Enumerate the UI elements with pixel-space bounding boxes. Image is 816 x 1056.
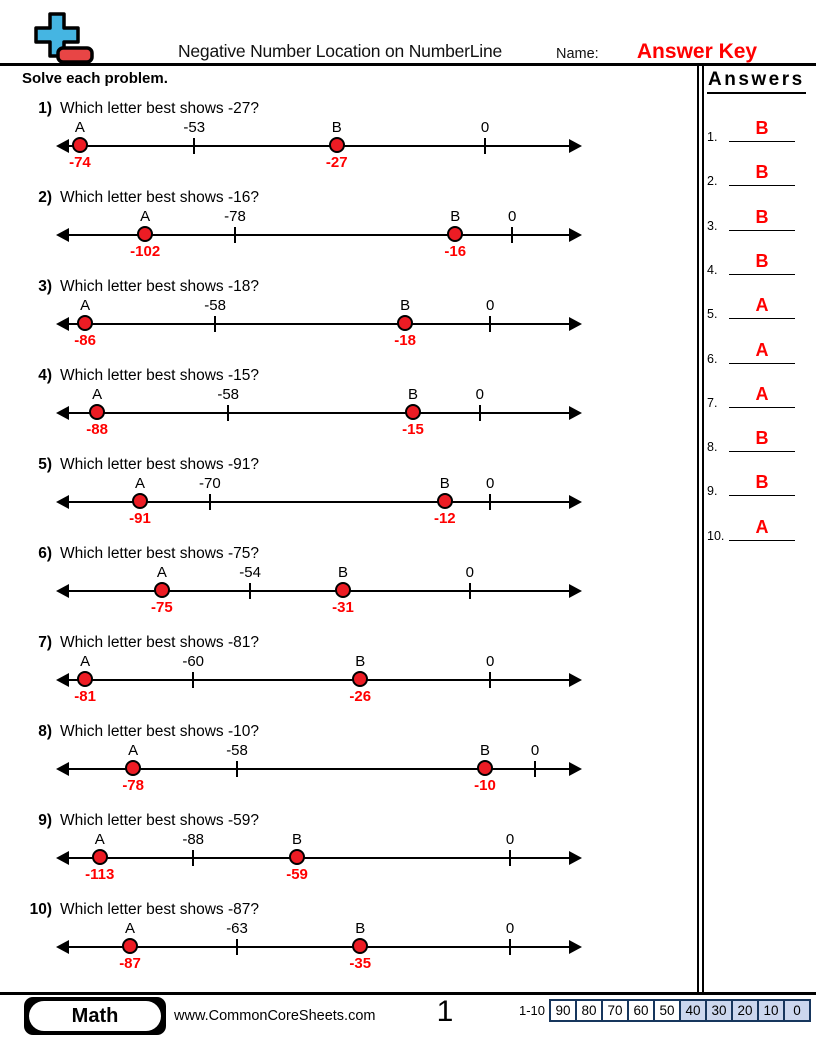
arrow-right-icon (569, 940, 582, 954)
problem-block (28, 812, 693, 892)
number-line (58, 831, 580, 887)
marker-top-label: 0 (486, 475, 495, 492)
marker-top-label: A (125, 920, 136, 937)
point-value-label: -59 (286, 866, 308, 883)
problem-question (28, 901, 693, 919)
marker-top-label: A (80, 653, 91, 670)
answer-item (707, 289, 807, 323)
tick-icon (469, 583, 471, 599)
problem-block (28, 723, 693, 803)
worksheet-title: Negative Number Location on NumberLine (177, 41, 503, 61)
problem-question (28, 634, 693, 652)
point-value-label: -10 (474, 777, 496, 794)
answer-item (707, 245, 807, 279)
number-line (58, 564, 580, 620)
marker-top-label: A (156, 564, 167, 581)
tick-icon (236, 939, 238, 955)
instructions-text: Solve each problem. (22, 70, 168, 87)
marker-top-label: 0 (507, 208, 517, 225)
marker-top-label: -58 (226, 742, 248, 759)
problem-block (28, 545, 693, 625)
marker-top-label: B (292, 831, 303, 848)
tick-icon (236, 761, 238, 777)
subject-badge (24, 997, 166, 1035)
answers-heading: Answers (707, 69, 806, 94)
problem-question-text: Which letter best shows -27? (60, 100, 260, 117)
page-number: 1 (436, 995, 454, 1028)
marker-top-label: A (80, 297, 91, 314)
number-line (58, 119, 580, 175)
problem-number: 8) (38, 723, 52, 740)
score-cell: 0 (783, 999, 811, 1022)
score-cell: 30 (705, 999, 733, 1022)
answer-letter: B (755, 472, 769, 493)
number-line-axis (64, 323, 574, 325)
answer-letter: B (755, 250, 769, 271)
problem-question (28, 812, 693, 830)
tick-icon (193, 138, 195, 154)
point-dot-icon (405, 404, 421, 420)
tick-icon (234, 227, 236, 243)
point-dot-icon (137, 226, 153, 242)
answer-item (707, 466, 807, 500)
plus-minus-logo-icon (20, 6, 100, 66)
tick-icon (192, 850, 194, 866)
marker-top-label: -53 (183, 119, 206, 136)
marker-top-label: -58 (217, 386, 240, 403)
score-cell: 80 (575, 999, 603, 1022)
answer-blank-line (729, 159, 795, 186)
number-line-axis (64, 857, 574, 859)
point-value-label: -75 (151, 599, 173, 616)
number-line-axis (64, 946, 574, 948)
answer-letter: A (755, 383, 769, 404)
number-line (58, 386, 580, 442)
marker-top-label: -60 (182, 653, 205, 670)
website-url: www.CommonCoreSheets.com (174, 1008, 376, 1024)
answer-item (707, 511, 807, 545)
problem-number: 5) (38, 456, 52, 473)
number-line-axis (64, 679, 574, 681)
problem-question (28, 189, 693, 207)
point-dot-icon (72, 137, 88, 153)
answer-number: 6. (707, 351, 718, 366)
number-line (58, 208, 580, 264)
answer-letter: A (755, 295, 769, 316)
problem-question-text: Which letter best shows -16? (60, 189, 260, 206)
answers-separator-line (702, 66, 704, 993)
problem-number: 7) (38, 634, 52, 651)
score-cell: 60 (627, 999, 655, 1022)
problem-number: 4) (38, 367, 52, 384)
point-value-label: -18 (394, 332, 416, 349)
marker-top-label: B (355, 653, 366, 670)
marker-top-label: B (400, 297, 411, 314)
point-value-label: -74 (69, 154, 91, 171)
answer-blank-line (729, 204, 795, 231)
marker-top-label: 0 (465, 564, 475, 581)
answer-letter: A (755, 339, 769, 360)
answer-blank-line (729, 469, 795, 496)
answer-key-label: Answer Key (636, 40, 758, 63)
point-value-label: -31 (332, 599, 354, 616)
answer-item (707, 334, 807, 368)
score-cell: 40 (679, 999, 707, 1022)
answer-item (707, 112, 807, 146)
problem-block (28, 367, 693, 447)
number-line (58, 920, 580, 976)
problem-question (28, 723, 693, 741)
answer-number: 1. (707, 130, 718, 144)
point-dot-icon (335, 582, 351, 598)
answer-letter: A (755, 516, 769, 537)
point-value-label: -16 (444, 243, 467, 260)
arrow-right-icon (569, 406, 582, 420)
point-value-label: -35 (349, 955, 372, 972)
marker-top-label: -78 (224, 208, 246, 225)
answer-item (707, 156, 807, 190)
tick-icon (534, 761, 536, 777)
arrow-right-icon (569, 762, 582, 776)
marker-top-label: -70 (199, 475, 221, 492)
marker-top-label: B (407, 386, 418, 403)
problem-number: 1) (38, 100, 52, 117)
problem-block (28, 634, 693, 714)
answer-number: 4. (707, 262, 718, 277)
tick-icon (249, 583, 251, 599)
score-table (519, 999, 811, 1022)
point-dot-icon (89, 404, 105, 420)
point-value-label: -78 (122, 777, 144, 794)
marker-top-label: -63 (226, 920, 248, 937)
number-line (58, 653, 580, 709)
problem-question-text: Which letter best shows -81? (60, 634, 260, 651)
problem-question-text: Which letter best shows -59? (60, 812, 260, 829)
point-dot-icon (289, 849, 305, 865)
point-value-label: -113 (85, 866, 115, 883)
tick-icon (479, 405, 481, 421)
answer-letter: B (755, 428, 769, 449)
tick-icon (192, 672, 194, 688)
problem-number: 6) (38, 545, 52, 562)
footer-divider (0, 992, 816, 995)
marker-top-label: -58 (204, 297, 226, 314)
point-dot-icon (352, 671, 368, 687)
score-cell: 20 (731, 999, 759, 1022)
number-line-axis (64, 145, 574, 147)
score-cell: 90 (549, 999, 577, 1022)
tick-icon (511, 227, 513, 243)
tick-icon (509, 939, 511, 955)
point-value-label: -88 (86, 421, 108, 438)
number-line (58, 475, 580, 531)
marker-top-label: B (450, 208, 461, 225)
name-label: Name: (556, 46, 599, 62)
point-value-label: -86 (74, 332, 96, 349)
problem-number: 2) (38, 189, 52, 206)
answer-number: 2. (707, 174, 718, 189)
point-dot-icon (125, 760, 141, 776)
marker-top-label: 0 (480, 119, 490, 136)
answer-number: 9. (707, 484, 718, 499)
tick-icon (484, 138, 486, 154)
problem-question-text: Which letter best shows -75? (60, 545, 260, 562)
arrow-right-icon (569, 228, 582, 242)
marker-top-label: 0 (530, 742, 540, 759)
score-cell: 70 (601, 999, 629, 1022)
arrow-right-icon (569, 673, 582, 687)
point-dot-icon (329, 137, 345, 153)
point-dot-icon (154, 582, 170, 598)
tick-icon (489, 494, 491, 510)
problem-block (28, 100, 693, 180)
problem-question-text: Which letter best shows -15? (60, 367, 260, 384)
marker-top-label: B (479, 742, 490, 759)
point-dot-icon (477, 760, 493, 776)
arrow-right-icon (569, 584, 582, 598)
problem-number: 9) (38, 812, 52, 829)
tick-icon (509, 850, 511, 866)
point-value-label: -27 (325, 154, 348, 171)
marker-top-label: 0 (475, 386, 484, 403)
answer-blank-line (729, 514, 795, 541)
answer-letter: B (755, 162, 769, 183)
tick-icon (489, 316, 491, 332)
answer-item (707, 201, 807, 235)
answer-blank-line (729, 381, 795, 408)
problem-question (28, 545, 693, 563)
tick-icon (489, 672, 491, 688)
marker-top-label: -88 (182, 831, 205, 848)
marker-top-label: 0 (505, 920, 515, 937)
point-dot-icon (397, 315, 413, 331)
marker-top-label: A (92, 386, 103, 403)
point-value-label: -12 (433, 510, 456, 527)
problem-question-text: Which letter best shows -10? (60, 723, 260, 740)
arrow-right-icon (569, 851, 582, 865)
problem-question-text: Which letter best shows -91? (60, 456, 260, 473)
problem-block (28, 901, 693, 981)
answer-blank-line (729, 337, 795, 364)
tick-icon (214, 316, 216, 332)
answer-number: 10. (707, 528, 725, 543)
score-cell: 10 (757, 999, 785, 1022)
score-cell: 50 (653, 999, 681, 1022)
marker-top-label: 0 (505, 831, 515, 848)
marker-top-label: A (74, 119, 85, 136)
arrow-right-icon (569, 139, 582, 153)
point-value-label: -102 (130, 243, 161, 260)
problem-question (28, 456, 693, 474)
point-value-label: -87 (119, 955, 141, 972)
answer-letter: B (755, 118, 769, 138)
score-cells (551, 999, 811, 1022)
problem-question-text: Which letter best shows -18? (60, 278, 260, 295)
marker-top-label: 0 (486, 297, 495, 314)
problem-block (28, 278, 693, 358)
arrow-right-icon (569, 495, 582, 509)
point-dot-icon (437, 493, 453, 509)
problem-number: 3) (38, 278, 52, 295)
point-dot-icon (447, 226, 463, 242)
marker-top-label: B (355, 920, 366, 937)
point-dot-icon (92, 849, 108, 865)
number-line (58, 742, 580, 798)
score-range-label: 1-10 (518, 1003, 545, 1018)
answer-blank-line (729, 292, 795, 319)
problem-block (28, 456, 693, 536)
marker-top-label: B (337, 564, 349, 581)
problem-question-text: Which letter best shows -87? (60, 901, 260, 918)
subject-badge-label: Math (29, 1001, 161, 1031)
point-dot-icon (77, 315, 93, 331)
number-line-axis (64, 412, 574, 414)
answer-number: 7. (707, 395, 718, 410)
problem-question (28, 278, 693, 296)
problem-number: 10) (29, 901, 52, 918)
marker-top-label: -54 (239, 564, 261, 581)
point-dot-icon (77, 671, 93, 687)
answer-number: 5. (707, 307, 718, 322)
marker-top-label: A (134, 475, 145, 492)
point-dot-icon (132, 493, 148, 509)
point-dot-icon (352, 938, 368, 954)
marker-top-label: A (140, 208, 151, 225)
tick-icon (227, 405, 229, 421)
point-value-label: -91 (129, 510, 151, 527)
number-line (58, 297, 580, 353)
point-value-label: -15 (402, 421, 424, 438)
answer-blank-line (729, 425, 795, 452)
number-line-axis (64, 590, 574, 592)
point-value-label: -26 (349, 688, 372, 705)
answer-item (707, 422, 807, 456)
marker-top-label: B (331, 119, 342, 136)
problem-question (28, 367, 693, 385)
answers-separator-line (697, 66, 699, 993)
answer-blank-line (729, 115, 795, 142)
problem-block (28, 189, 693, 269)
arrow-right-icon (569, 317, 582, 331)
point-dot-icon (122, 938, 138, 954)
answer-blank-line (729, 248, 795, 275)
header-divider (0, 63, 816, 66)
marker-top-label: A (94, 831, 105, 848)
answer-number: 8. (707, 440, 718, 455)
tick-icon (209, 494, 211, 510)
answer-number: 3. (707, 218, 718, 233)
marker-top-label: B (439, 475, 450, 492)
marker-top-label: 0 (486, 653, 495, 670)
marker-top-label: A (128, 742, 139, 759)
answer-item (707, 378, 807, 412)
point-value-label: -81 (74, 688, 96, 705)
problem-question (28, 100, 693, 118)
answer-letter: B (755, 206, 769, 227)
